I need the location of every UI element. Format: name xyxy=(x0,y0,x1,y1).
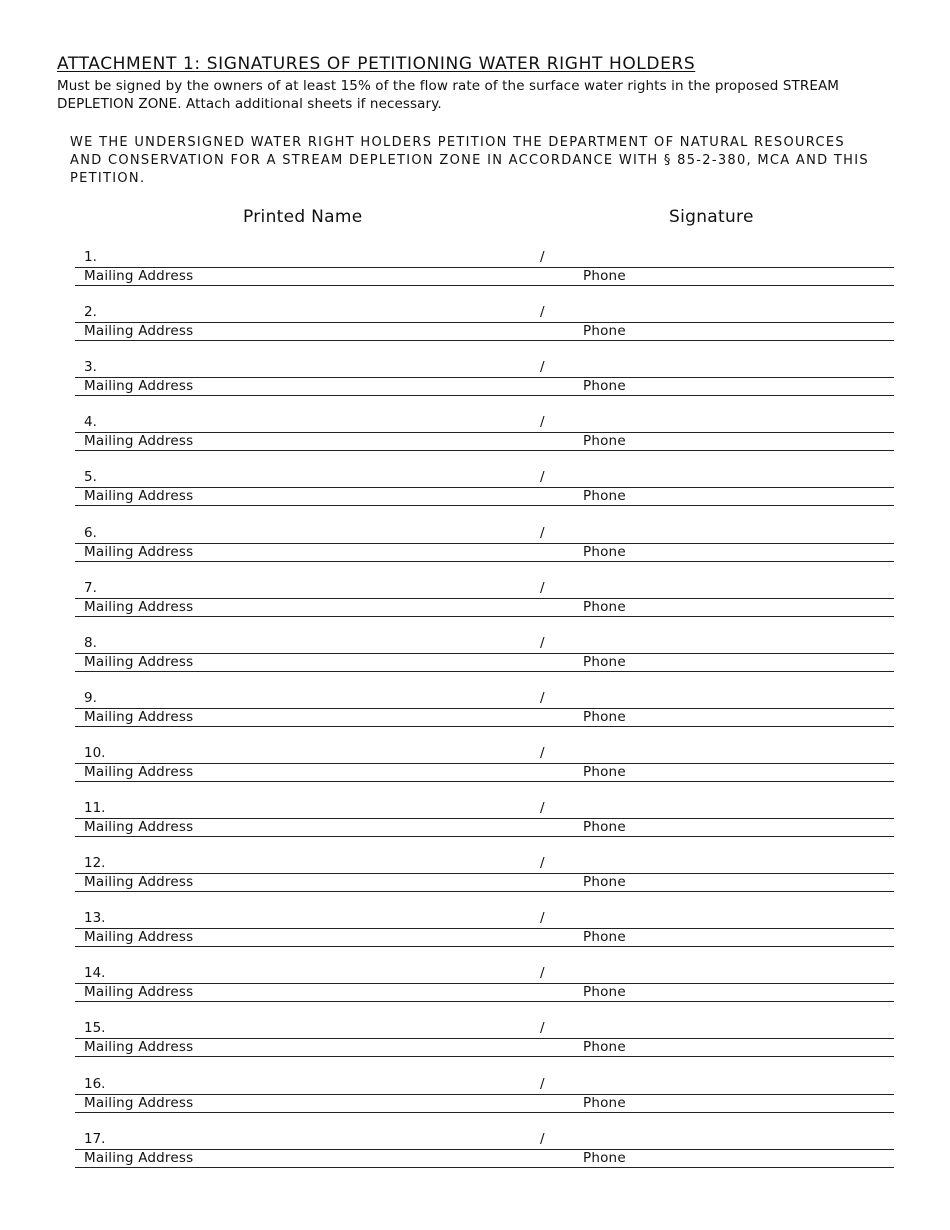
mailing-address-label: Mailing Address xyxy=(84,433,194,449)
name-signature-line[interactable] xyxy=(75,598,894,599)
signature-entry[interactable] xyxy=(75,965,894,1002)
mailing-address-label: Mailing Address xyxy=(84,1095,194,1111)
name-signature-line[interactable] xyxy=(75,653,894,654)
mailing-address-label: Mailing Address xyxy=(84,599,194,615)
address-phone-line[interactable] xyxy=(75,726,894,727)
signature-entry[interactable] xyxy=(75,690,894,727)
name-signature-line[interactable] xyxy=(75,487,894,488)
name-signature-line[interactable] xyxy=(75,543,894,544)
address-phone-line[interactable] xyxy=(75,836,894,837)
name-signature-separator: / xyxy=(540,910,545,926)
name-signature-separator: / xyxy=(540,1131,545,1147)
name-signature-separator: / xyxy=(540,414,545,430)
name-signature-separator: / xyxy=(540,1076,545,1092)
signature-entry[interactable] xyxy=(75,745,894,782)
entry-number: 9. xyxy=(84,690,97,706)
address-phone-line[interactable] xyxy=(75,561,894,562)
entry-number: 14. xyxy=(84,965,106,981)
signature-entry[interactable] xyxy=(75,249,894,286)
phone-label: Phone xyxy=(583,544,626,560)
name-signature-separator: / xyxy=(540,469,545,485)
entry-number: 13. xyxy=(84,910,106,926)
address-phone-line[interactable] xyxy=(75,671,894,672)
address-phone-line[interactable] xyxy=(75,616,894,617)
address-phone-line[interactable] xyxy=(75,946,894,947)
name-signature-separator: / xyxy=(540,690,545,706)
entry-number: 2. xyxy=(84,304,97,320)
address-phone-line[interactable] xyxy=(75,340,894,341)
mailing-address-label: Mailing Address xyxy=(84,323,194,339)
signature-column-header: Signature xyxy=(669,207,754,227)
signature-entry[interactable] xyxy=(75,359,894,396)
mailing-address-label: Mailing Address xyxy=(84,1150,194,1166)
phone-label: Phone xyxy=(583,1095,626,1111)
address-phone-line[interactable] xyxy=(75,1056,894,1057)
mailing-address-label: Mailing Address xyxy=(84,1039,194,1055)
signature-entry[interactable] xyxy=(75,469,894,506)
address-phone-line[interactable] xyxy=(75,891,894,892)
printed-name-column-header: Printed Name xyxy=(243,207,363,227)
phone-label: Phone xyxy=(583,764,626,780)
entry-number: 7. xyxy=(84,580,97,596)
address-phone-line[interactable] xyxy=(75,450,894,451)
name-signature-line[interactable] xyxy=(75,432,894,433)
signature-entry[interactable] xyxy=(75,414,894,451)
name-signature-line[interactable] xyxy=(75,873,894,874)
address-phone-line[interactable] xyxy=(75,1167,894,1168)
entry-number: 6. xyxy=(84,525,97,541)
name-signature-separator: / xyxy=(540,359,545,375)
address-phone-line[interactable] xyxy=(75,505,894,506)
phone-label: Phone xyxy=(583,929,626,945)
mailing-address-label: Mailing Address xyxy=(84,268,194,284)
mailing-address-label: Mailing Address xyxy=(84,378,194,394)
phone-label: Phone xyxy=(583,984,626,1000)
phone-label: Phone xyxy=(583,874,626,890)
mailing-address-label: Mailing Address xyxy=(84,819,194,835)
phone-label: Phone xyxy=(583,654,626,670)
address-phone-line[interactable] xyxy=(75,285,894,286)
name-signature-line[interactable] xyxy=(75,763,894,764)
mailing-address-label: Mailing Address xyxy=(84,764,194,780)
phone-label: Phone xyxy=(583,378,626,394)
phone-label: Phone xyxy=(583,433,626,449)
name-signature-line[interactable] xyxy=(75,322,894,323)
signature-entry[interactable] xyxy=(75,580,894,617)
mailing-address-label: Mailing Address xyxy=(84,984,194,1000)
phone-label: Phone xyxy=(583,709,626,725)
signature-entry[interactable] xyxy=(75,855,894,892)
mailing-address-label: Mailing Address xyxy=(84,654,194,670)
entry-number: 12. xyxy=(84,855,106,871)
name-signature-separator: / xyxy=(540,304,545,320)
name-signature-separator: / xyxy=(540,965,545,981)
name-signature-line[interactable] xyxy=(75,818,894,819)
name-signature-line[interactable] xyxy=(75,1038,894,1039)
mailing-address-label: Mailing Address xyxy=(84,709,194,725)
name-signature-line[interactable] xyxy=(75,928,894,929)
name-signature-line[interactable] xyxy=(75,1149,894,1150)
signature-entry[interactable] xyxy=(75,1131,894,1168)
signature-entry[interactable] xyxy=(75,1020,894,1057)
name-signature-line[interactable] xyxy=(75,1094,894,1095)
name-signature-separator: / xyxy=(540,525,545,541)
phone-label: Phone xyxy=(583,599,626,615)
name-signature-line[interactable] xyxy=(75,377,894,378)
entry-number: 1. xyxy=(84,249,97,265)
entry-number: 11. xyxy=(84,800,106,816)
address-phone-line[interactable] xyxy=(75,1001,894,1002)
mailing-address-label: Mailing Address xyxy=(84,488,194,504)
signature-entry[interactable] xyxy=(75,1076,894,1113)
phone-label: Phone xyxy=(583,488,626,504)
petition-statement: WE THE UNDERSIGNED WATER RIGHT HOLDERS PETITION THE DEPARTMENT OF NATURAL RESOURCES AND CONSERVATION FOR A STREAM DEPLETION ZONE IN ACCORDANCE WITH § 85-2-380, MCA AND THIS PETITION. xyxy=(70,135,869,186)
phone-label: Phone xyxy=(583,1150,626,1166)
entry-number: 4. xyxy=(84,414,97,430)
address-phone-line[interactable] xyxy=(75,781,894,782)
name-signature-separator: / xyxy=(540,1020,545,1036)
phone-label: Phone xyxy=(583,268,626,284)
entry-number: 8. xyxy=(84,635,97,651)
mailing-address-label: Mailing Address xyxy=(84,874,194,890)
name-signature-line[interactable] xyxy=(75,983,894,984)
phone-label: Phone xyxy=(583,323,626,339)
signature-entry[interactable] xyxy=(75,304,894,341)
name-signature-separator: / xyxy=(540,800,545,816)
address-phone-line[interactable] xyxy=(75,395,894,396)
address-phone-line[interactable] xyxy=(75,1112,894,1113)
entry-number: 15. xyxy=(84,1020,106,1036)
entry-number: 3. xyxy=(84,359,97,375)
name-signature-separator: / xyxy=(540,249,545,265)
name-signature-separator: / xyxy=(540,745,545,761)
name-signature-separator: / xyxy=(540,855,545,871)
signature-entry[interactable] xyxy=(75,800,894,837)
mailing-address-label: Mailing Address xyxy=(84,544,194,560)
phone-label: Phone xyxy=(583,1039,626,1055)
mailing-address-label: Mailing Address xyxy=(84,929,194,945)
phone-label: Phone xyxy=(583,819,626,835)
entry-number: 16. xyxy=(84,1076,106,1092)
signature-entry[interactable] xyxy=(75,525,894,562)
signing-instructions: Must be signed by the owners of at least 15% of the flow rate of the surface water rights in the proposed STREAM DEPLETION ZONE. Attach additional sheets if necessary. xyxy=(57,78,840,112)
entry-number: 5. xyxy=(84,469,97,485)
signature-entry[interactable] xyxy=(75,910,894,947)
name-signature-separator: / xyxy=(540,580,545,596)
name-signature-line[interactable] xyxy=(75,267,894,268)
attachment-title: ATTACHMENT 1: SIGNATURES OF PETITIONING WATER RIGHT HOLDERS xyxy=(57,54,696,74)
name-signature-separator: / xyxy=(540,635,545,651)
entry-number: 10. xyxy=(84,745,106,761)
entry-number: 17. xyxy=(84,1131,106,1147)
signature-entry[interactable] xyxy=(75,635,894,672)
name-signature-line[interactable] xyxy=(75,708,894,709)
